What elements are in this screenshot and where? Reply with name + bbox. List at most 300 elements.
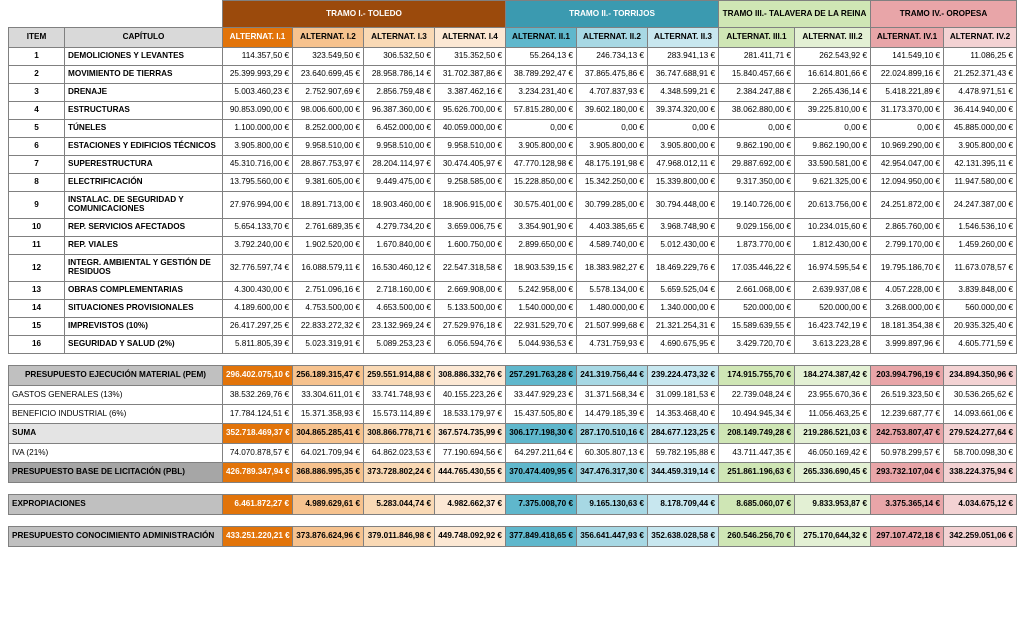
- summary-value: 260.546.256,70 €: [719, 527, 795, 547]
- value-cell: 246.734,13 €: [577, 48, 648, 66]
- summary-value: 3.375.365,14 €: [871, 495, 944, 515]
- summary-value: 296.402.075,10 €: [223, 366, 293, 386]
- table-row: [9, 300, 1017, 318]
- value-cell: 98.006.600,00 €: [293, 102, 364, 120]
- value-cell: 3.999.897,96 €: [871, 336, 944, 354]
- summary-value: 15.437.505,80 €: [506, 405, 577, 424]
- summary-value: 338.224.375,94 €: [944, 463, 1017, 483]
- value-cell: 560.000,00 €: [944, 300, 1017, 318]
- value-cell: 3.792.240,00 €: [223, 237, 293, 255]
- summary-value: 9.833.953,87 €: [795, 495, 871, 515]
- capitulo-cell: TÚNELES: [65, 120, 223, 138]
- value-cell: 18.383.982,27 €: [577, 255, 648, 282]
- alt-header: ALTERNAT. I.1: [223, 28, 293, 48]
- value-cell: 2.899.650,00 €: [506, 237, 577, 255]
- summary-value: 60.305.807,13 €: [577, 444, 648, 463]
- value-cell: 48.175.191,98 €: [577, 156, 648, 174]
- summary-value: 6.461.872,27 €: [223, 495, 293, 515]
- value-cell: 9.958.510,00 €: [293, 138, 364, 156]
- table-row: [9, 48, 1017, 66]
- capitulo-cell: ESTRUCTURAS: [65, 102, 223, 120]
- value-cell: 16.530.460,12 €: [364, 255, 435, 282]
- item-cell: 12: [9, 255, 65, 282]
- capitulo-cell: SEGURIDAD Y SALUD (2%): [65, 336, 223, 354]
- value-cell: 2.761.689,35 €: [293, 219, 364, 237]
- value-cell: 39.225.810,00 €: [795, 102, 871, 120]
- value-cell: 306.532,50 €: [364, 48, 435, 66]
- value-cell: 3.659.006,75 €: [435, 219, 506, 237]
- value-cell: 0,00 €: [719, 120, 795, 138]
- value-cell: 4.653.500,00 €: [364, 300, 435, 318]
- summary-value: 367.574.735,99 €: [435, 424, 506, 444]
- value-cell: 1.480.000,00 €: [577, 300, 648, 318]
- value-cell: 2.669.908,00 €: [435, 282, 506, 300]
- value-cell: 1.812.430,00 €: [795, 237, 871, 255]
- summary-value: 259.551.914,88 €: [364, 366, 435, 386]
- summary-row: [9, 444, 1017, 463]
- value-cell: 0,00 €: [506, 120, 577, 138]
- summary-value: 15.371.358,93 €: [293, 405, 364, 424]
- summary-label: GASTOS GENERALES (13%): [9, 386, 223, 405]
- summary-value: 219.286.521,03 €: [795, 424, 871, 444]
- value-cell: 28.958.786,14 €: [364, 66, 435, 84]
- summary-value: 433.251.220,21 €: [223, 527, 293, 547]
- summary-value: 444.765.430,55 €: [435, 463, 506, 483]
- alt-header: ALTERNAT. III.1: [719, 28, 795, 48]
- value-cell: 0,00 €: [871, 120, 944, 138]
- summary-value: 242.753.807,47 €: [871, 424, 944, 444]
- summary-value: 284.677.123,25 €: [648, 424, 719, 444]
- value-cell: 4.057.228,00 €: [871, 282, 944, 300]
- spacer-row: [9, 354, 1017, 366]
- value-cell: 18.891.713,00 €: [293, 192, 364, 219]
- value-cell: 520.000,00 €: [795, 300, 871, 318]
- summary-row: [9, 366, 1017, 386]
- value-cell: 9.029.156,00 €: [719, 219, 795, 237]
- value-cell: 25.399.993,29 €: [223, 66, 293, 84]
- value-cell: 47.770.128,98 €: [506, 156, 577, 174]
- value-cell: 22.547.318,58 €: [435, 255, 506, 282]
- value-cell: 45.885.000,00 €: [944, 120, 1017, 138]
- value-cell: 3.429.720,70 €: [719, 336, 795, 354]
- value-cell: 4.690.675,95 €: [648, 336, 719, 354]
- table-row: [9, 318, 1017, 336]
- value-cell: 1.100.000,00 €: [223, 120, 293, 138]
- value-cell: 22.833.272,32 €: [293, 318, 364, 336]
- summary-value: 17.784.124,51 €: [223, 405, 293, 424]
- table-row: [9, 237, 1017, 255]
- value-cell: 0,00 €: [795, 120, 871, 138]
- summary-value: 234.894.350,96 €: [944, 366, 1017, 386]
- value-cell: 283.941,13 €: [648, 48, 719, 66]
- tramo-1-header: TRAMO I.- TOLEDO: [223, 1, 506, 28]
- summary-value: 308.866.778,71 €: [364, 424, 435, 444]
- value-cell: 3.968.748,90 €: [648, 219, 719, 237]
- summary-value: 10.494.945,34 €: [719, 405, 795, 424]
- value-cell: 9.958.510,00 €: [435, 138, 506, 156]
- value-cell: 47.968.012,11 €: [648, 156, 719, 174]
- item-cell: 4: [9, 102, 65, 120]
- summary-value: 347.476.317,30 €: [577, 463, 648, 483]
- value-cell: 9.258.585,00 €: [435, 174, 506, 192]
- summary-value: 279.524.277,64 €: [944, 424, 1017, 444]
- summary-value: 74.070.878,57 €: [223, 444, 293, 463]
- capitulo-cell: SUPERESTRUCTURA: [65, 156, 223, 174]
- item-cell: 10: [9, 219, 65, 237]
- summary-value: 426.789.347,94 €: [223, 463, 293, 483]
- value-cell: 21.507.999,68 €: [577, 318, 648, 336]
- value-cell: 90.853.090,00 €: [223, 102, 293, 120]
- summary-value: 342.259.051,06 €: [944, 527, 1017, 547]
- value-cell: 3.234.231,40 €: [506, 84, 577, 102]
- value-cell: 5.578.134,00 €: [577, 282, 648, 300]
- summary-value: 22.739.048,24 €: [719, 386, 795, 405]
- value-cell: 5.089.253,23 €: [364, 336, 435, 354]
- value-cell: 40.059.000,00 €: [435, 120, 506, 138]
- value-cell: 30.575.401,00 €: [506, 192, 577, 219]
- value-cell: 323.549,50 €: [293, 48, 364, 66]
- value-cell: 21.252.371,43 €: [944, 66, 1017, 84]
- summary-value: 64.021.709,94 €: [293, 444, 364, 463]
- capitulo-cell: REP. SERVICIOS AFECTADOS: [65, 219, 223, 237]
- capitulo-cell: ELECTRIFICACIÓN: [65, 174, 223, 192]
- value-cell: 2.865.760,00 €: [871, 219, 944, 237]
- value-cell: 1.902.520,00 €: [293, 237, 364, 255]
- summary-value: 184.274.387,42 €: [795, 366, 871, 386]
- summary-value: 64.862.023,53 €: [364, 444, 435, 463]
- summary-value: 64.297.211,64 €: [506, 444, 577, 463]
- value-cell: 30.474.405,97 €: [435, 156, 506, 174]
- summary-value: 5.283.044,74 €: [364, 495, 435, 515]
- value-cell: 28.204.114,97 €: [364, 156, 435, 174]
- capitulo-header: CAPÍTULO: [65, 28, 223, 48]
- value-cell: 15.342.250,00 €: [577, 174, 648, 192]
- summary-value: 297.107.472,18 €: [871, 527, 944, 547]
- value-cell: 4.731.759,93 €: [577, 336, 648, 354]
- summary-label: SUMA: [9, 424, 223, 444]
- value-cell: 5.811.805,39 €: [223, 336, 293, 354]
- value-cell: 36.747.688,91 €: [648, 66, 719, 84]
- summary-value: 241.319.756,44 €: [577, 366, 648, 386]
- value-cell: 5.659.525,04 €: [648, 282, 719, 300]
- capitulo-cell: SITUACIONES PROVISIONALES: [65, 300, 223, 318]
- tramo-3-header: TRAMO III.- TALAVERA DE LA REINA: [719, 1, 871, 28]
- summary-value: 26.519.323,50 €: [871, 386, 944, 405]
- value-cell: 5.023.319,91 €: [293, 336, 364, 354]
- value-cell: 4.707.837,93 €: [577, 84, 648, 102]
- value-cell: 19.795.186,70 €: [871, 255, 944, 282]
- value-cell: 38.789.292,47 €: [506, 66, 577, 84]
- summary-value: 356.641.447,93 €: [577, 527, 648, 547]
- summary-value: 14.353.468,40 €: [648, 405, 719, 424]
- value-cell: 5.012.430,00 €: [648, 237, 719, 255]
- summary-value: 7.375.008,70 €: [506, 495, 577, 515]
- value-cell: 3.905.800,00 €: [944, 138, 1017, 156]
- value-cell: 57.815.280,00 €: [506, 102, 577, 120]
- summary-value: 31.371.568,34 €: [577, 386, 648, 405]
- value-cell: 15.589.639,55 €: [719, 318, 795, 336]
- value-cell: 2.799.170,00 €: [871, 237, 944, 255]
- summary-label: BENEFICIO INDUSTRIAL (6%): [9, 405, 223, 424]
- value-cell: 22.931.529,70 €: [506, 318, 577, 336]
- summary-value: 203.994.796,19 €: [871, 366, 944, 386]
- value-cell: 27.529.976,18 €: [435, 318, 506, 336]
- summary-row: [9, 405, 1017, 424]
- spacer-row: [9, 515, 1017, 527]
- summary-value: 275.170,644,32 €: [795, 527, 871, 547]
- capitulo-cell: DRENAJE: [65, 84, 223, 102]
- summary-value: 174.915.755,70 €: [719, 366, 795, 386]
- item-cell: 9: [9, 192, 65, 219]
- table-row: [9, 174, 1017, 192]
- table-row: [9, 102, 1017, 120]
- value-cell: 315.352,50 €: [435, 48, 506, 66]
- value-cell: 5.418.221,89 €: [871, 84, 944, 102]
- value-cell: 3.387.462,16 €: [435, 84, 506, 102]
- value-cell: 55.264,13 €: [506, 48, 577, 66]
- summary-value: 293.732.107,04 €: [871, 463, 944, 483]
- value-cell: 4.189.600,00 €: [223, 300, 293, 318]
- table-row: [9, 156, 1017, 174]
- value-cell: 262.543,92 €: [795, 48, 871, 66]
- capitulo-cell: IMPREVISTOS (10%): [65, 318, 223, 336]
- value-cell: 5.133.500,00 €: [435, 300, 506, 318]
- value-cell: 1.546.536,10 €: [944, 219, 1017, 237]
- summary-label: EXPROPIACIONES: [9, 495, 223, 515]
- summary-value: 208.149.749,28 €: [719, 424, 795, 444]
- item-cell: 5: [9, 120, 65, 138]
- value-cell: 37.865.475,86 €: [577, 66, 648, 84]
- summary-value: 379.011.846,98 €: [364, 527, 435, 547]
- capitulo-cell: DEMOLICIONES Y LEVANTES: [65, 48, 223, 66]
- value-cell: 8.252.000,00 €: [293, 120, 364, 138]
- summary-value: 31.099.181,53 €: [648, 386, 719, 405]
- value-cell: 9.958.510,00 €: [364, 138, 435, 156]
- alt-header: ALTERNAT. I.2: [293, 28, 364, 48]
- value-cell: 13.795.560,00 €: [223, 174, 293, 192]
- summary-value: 12.239.687,77 €: [871, 405, 944, 424]
- summary-value: 344.459.319,14 €: [648, 463, 719, 483]
- item-cell: 6: [9, 138, 65, 156]
- value-cell: 15.840.457,66 €: [719, 66, 795, 84]
- value-cell: 3.905.800,00 €: [648, 138, 719, 156]
- value-cell: 1.600.750,00 €: [435, 237, 506, 255]
- value-cell: 19.140.726,00 €: [719, 192, 795, 219]
- summary-value: 40.155.223,26 €: [435, 386, 506, 405]
- item-cell: 13: [9, 282, 65, 300]
- value-cell: 4.605.771,59 €: [944, 336, 1017, 354]
- value-cell: 30.799.285,00 €: [577, 192, 648, 219]
- capitulo-cell: REP. VIALES: [65, 237, 223, 255]
- summary-row: [9, 527, 1017, 547]
- summary-value: 373.728.802,24 €: [364, 463, 435, 483]
- value-cell: 42.954.047,00 €: [871, 156, 944, 174]
- tramo-header-row: [9, 1, 1017, 28]
- value-cell: 3.905.800,00 €: [506, 138, 577, 156]
- value-cell: 45.310.716,00 €: [223, 156, 293, 174]
- summary-value: 287.170.510,16 €: [577, 424, 648, 444]
- summary-value: 18.533.179,97 €: [435, 405, 506, 424]
- summary-value: 8.178.709,44 €: [648, 495, 719, 515]
- alt-header: ALTERNAT. IV.1: [871, 28, 944, 48]
- value-cell: 4.478.971,51 €: [944, 84, 1017, 102]
- value-cell: 3.905.800,00 €: [577, 138, 648, 156]
- value-cell: 16.974.595,54 €: [795, 255, 871, 282]
- value-cell: 2.639.937,08 €: [795, 282, 871, 300]
- value-cell: 23.640.699,45 €: [293, 66, 364, 84]
- summary-label: PRESUPUESTO EJECUCIÓN MATERIAL (PEM): [9, 366, 223, 386]
- table-row: [9, 219, 1017, 237]
- item-cell: 3: [9, 84, 65, 102]
- summary-value: 33.304.611,01 €: [293, 386, 364, 405]
- summary-row: [9, 386, 1017, 405]
- summary-label: IVA (21%): [9, 444, 223, 463]
- summary-value: 377.849.418,65 €: [506, 527, 577, 547]
- value-cell: 5.003.460,23 €: [223, 84, 293, 102]
- value-cell: 31.702.387,86 €: [435, 66, 506, 84]
- value-cell: 2.751.096,16 €: [293, 282, 364, 300]
- summary-value: 368.886.995,35 €: [293, 463, 364, 483]
- summary-value: 257.291.763,28 €: [506, 366, 577, 386]
- value-cell: 2.265.436,14 €: [795, 84, 871, 102]
- alt-header: ALTERNAT. IV.2: [944, 28, 1017, 48]
- value-cell: 18.903.539,15 €: [506, 255, 577, 282]
- value-cell: 95.626.700,00 €: [435, 102, 506, 120]
- value-cell: 31.173.370,00 €: [871, 102, 944, 120]
- summary-value: 308.886.332,76 €: [435, 366, 506, 386]
- value-cell: 39.602.180,00 €: [577, 102, 648, 120]
- value-cell: 114.357,50 €: [223, 48, 293, 66]
- value-cell: 9.862.190,00 €: [719, 138, 795, 156]
- value-cell: 2.856.759,48 €: [364, 84, 435, 102]
- summary-value: 14.479.185,39 €: [577, 405, 648, 424]
- value-cell: 10.234.015,60 €: [795, 219, 871, 237]
- alt-header: ALTERNAT. II.2: [577, 28, 648, 48]
- table-row: [9, 336, 1017, 354]
- alt-header: ALTERNAT. III.2: [795, 28, 871, 48]
- item-cell: 2: [9, 66, 65, 84]
- value-cell: 9.621.325,00 €: [795, 174, 871, 192]
- summary-value: 77.190.694,56 €: [435, 444, 506, 463]
- value-cell: 23.132.969,24 €: [364, 318, 435, 336]
- value-cell: 3.268.000,00 €: [871, 300, 944, 318]
- summary-row: [9, 424, 1017, 444]
- value-cell: 9.449.475,00 €: [364, 174, 435, 192]
- value-cell: 36.414.940,00 €: [944, 102, 1017, 120]
- value-cell: 18.181.354,38 €: [871, 318, 944, 336]
- summary-value: 306.177.198,30 €: [506, 424, 577, 444]
- capitulo-cell: OBRAS COMPLEMENTARIAS: [65, 282, 223, 300]
- value-cell: 2.752.907,69 €: [293, 84, 364, 102]
- item-cell: 8: [9, 174, 65, 192]
- value-cell: 141.549,10 €: [871, 48, 944, 66]
- value-cell: 3.613.223,28 €: [795, 336, 871, 354]
- summary-row: [9, 463, 1017, 483]
- value-cell: 1.670.840,00 €: [364, 237, 435, 255]
- summary-value: 239.224.473,32 €: [648, 366, 719, 386]
- value-cell: 2.384.247,88 €: [719, 84, 795, 102]
- summary-value: 265.336.690,45 €: [795, 463, 871, 483]
- summary-value: 11.056.463,25 €: [795, 405, 871, 424]
- value-cell: 15.228.850,00 €: [506, 174, 577, 192]
- table-row: [9, 255, 1017, 282]
- value-cell: 11.947.580,00 €: [944, 174, 1017, 192]
- summary-value: 449.748.092,92 €: [435, 527, 506, 547]
- value-cell: 5.654.133,70 €: [223, 219, 293, 237]
- value-cell: 38.062.880,00 €: [719, 102, 795, 120]
- column-header-row: [9, 28, 1017, 48]
- summary-value: 4.989.629,61 €: [293, 495, 364, 515]
- value-cell: 24.247.387,00 €: [944, 192, 1017, 219]
- summary-row: [9, 495, 1017, 515]
- value-cell: 29.887.692,00 €: [719, 156, 795, 174]
- summary-value: 23.955.670,36 €: [795, 386, 871, 405]
- value-cell: 9.317.350,00 €: [719, 174, 795, 192]
- tramo-2-header: TRAMO II.- TORRIJOS: [506, 1, 719, 28]
- summary-value: 14.093.661,06 €: [944, 405, 1017, 424]
- value-cell: 22.024.899,16 €: [871, 66, 944, 84]
- value-cell: 4.348.599,21 €: [648, 84, 719, 102]
- value-cell: 42.131.395,11 €: [944, 156, 1017, 174]
- summary-label: PRESUPUESTO BASE DE LICITACIÓN (PBL): [9, 463, 223, 483]
- table-row: [9, 192, 1017, 219]
- capitulo-cell: INTEGR. AMBIENTAL Y GESTIÓN DE RESIDUOS: [65, 255, 223, 282]
- summary-value: 373.876.624,96 €: [293, 527, 364, 547]
- summary-value: 4.982.662,37 €: [435, 495, 506, 515]
- item-cell: 15: [9, 318, 65, 336]
- summary-value: 50.978.299,57 €: [871, 444, 944, 463]
- value-cell: 26.417.297,25 €: [223, 318, 293, 336]
- item-cell: 14: [9, 300, 65, 318]
- value-cell: 1.459.260,00 €: [944, 237, 1017, 255]
- value-cell: 18.903.460,00 €: [364, 192, 435, 219]
- value-cell: 2.718.160,00 €: [364, 282, 435, 300]
- value-cell: 28.867.753,97 €: [293, 156, 364, 174]
- summary-value: 33.447.929,23 €: [506, 386, 577, 405]
- value-cell: 3.905.800,00 €: [223, 138, 293, 156]
- value-cell: 16.423.742,19 €: [795, 318, 871, 336]
- table-row: [9, 84, 1017, 102]
- value-cell: 11.086,25 €: [944, 48, 1017, 66]
- value-cell: 15.339.800,00 €: [648, 174, 719, 192]
- summary-value: 30.536.265,62 €: [944, 386, 1017, 405]
- value-cell: 11.673.078,57 €: [944, 255, 1017, 282]
- value-cell: 520.000,00 €: [719, 300, 795, 318]
- item-cell: 11: [9, 237, 65, 255]
- value-cell: 4.279.734,20 €: [364, 219, 435, 237]
- value-cell: 20.935.325,40 €: [944, 318, 1017, 336]
- value-cell: 17.035.446,22 €: [719, 255, 795, 282]
- summary-value: 4.034.675,12 €: [944, 495, 1017, 515]
- summary-value: 43.711.447,35 €: [719, 444, 795, 463]
- value-cell: 4.753.500,00 €: [293, 300, 364, 318]
- value-cell: 5.242.958,00 €: [506, 282, 577, 300]
- value-cell: 39.374.320,00 €: [648, 102, 719, 120]
- alt-header: ALTERNAT. I.4: [435, 28, 506, 48]
- value-cell: 12.094.950,00 €: [871, 174, 944, 192]
- summary-value: 58.700.098,30 €: [944, 444, 1017, 463]
- summary-value: 304.865.285,41 €: [293, 424, 364, 444]
- tramo-4-header: TRAMO IV.- OROPESA: [871, 1, 1017, 28]
- value-cell: 32.776.597,74 €: [223, 255, 293, 282]
- spacer-row: [9, 483, 1017, 495]
- value-cell: 4.300.430,00 €: [223, 282, 293, 300]
- summary-value: 15.573.114,89 €: [364, 405, 435, 424]
- alt-header: ALTERNAT. II.3: [648, 28, 719, 48]
- value-cell: 4.403.385,65 €: [577, 219, 648, 237]
- summary-value: 8.685.060,07 €: [719, 495, 795, 515]
- value-cell: 27.976.994,00 €: [223, 192, 293, 219]
